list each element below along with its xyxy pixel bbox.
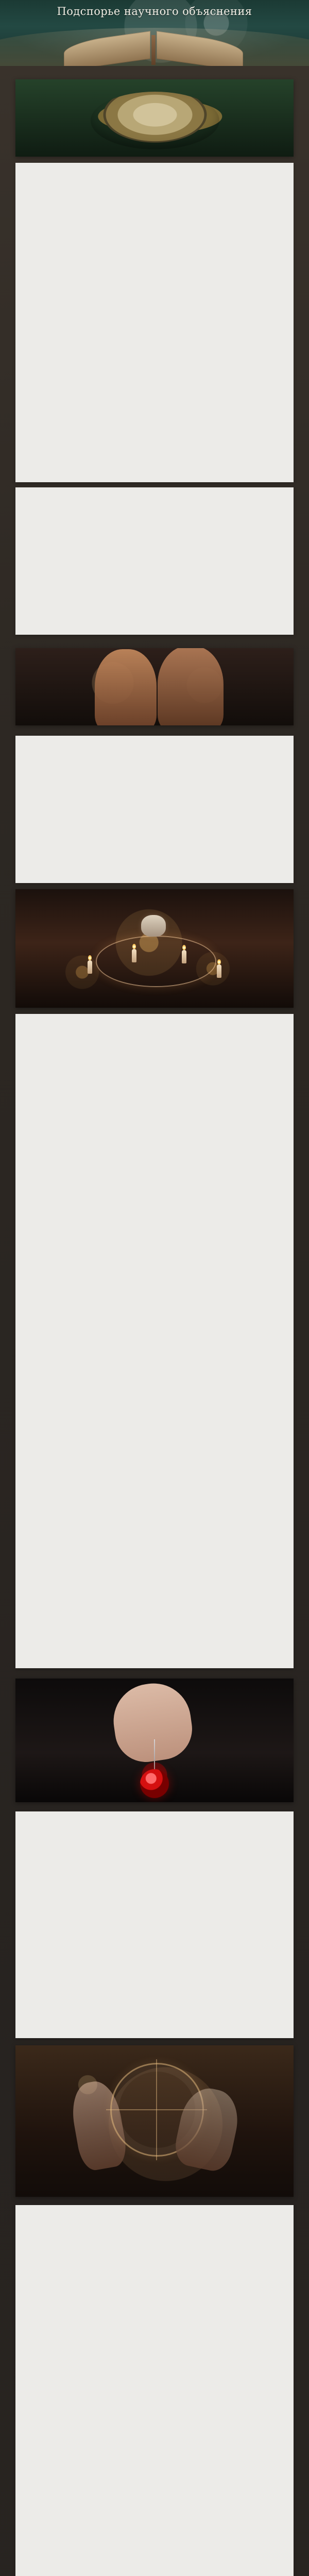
pendulum-photo <box>15 1679 294 1802</box>
page-title: Подспорье научного объяснения <box>57 5 252 18</box>
candle-icon <box>182 950 186 963</box>
ritual-photo <box>15 889 294 1008</box>
woman-figure-left <box>95 649 157 725</box>
article-intro-panel <box>15 163 294 482</box>
book-left-page <box>64 31 150 66</box>
article-block-four <box>15 1014 294 1668</box>
article-block-three <box>15 736 294 883</box>
candle-icon <box>217 964 221 978</box>
article-block-five <box>15 1811 294 2038</box>
ritual-circle <box>96 936 216 987</box>
book-spine <box>151 35 156 65</box>
woman-figure-right <box>158 648 224 725</box>
soup-bowl-illustration <box>91 92 219 149</box>
book-right-page <box>157 31 243 66</box>
astrology-photo <box>15 2045 294 2197</box>
open-book-illustration <box>61 33 246 66</box>
hand-illustration <box>109 1679 196 1766</box>
skull-icon <box>141 915 166 937</box>
soup-photo <box>15 79 294 157</box>
candle-icon <box>88 960 92 974</box>
article-block-two <box>15 487 294 635</box>
article-block-six <box>15 2205 294 2576</box>
red-pendulum <box>140 1769 169 1798</box>
header-banner <box>0 0 309 66</box>
candle-icon <box>132 949 136 962</box>
women-photo <box>15 648 294 725</box>
